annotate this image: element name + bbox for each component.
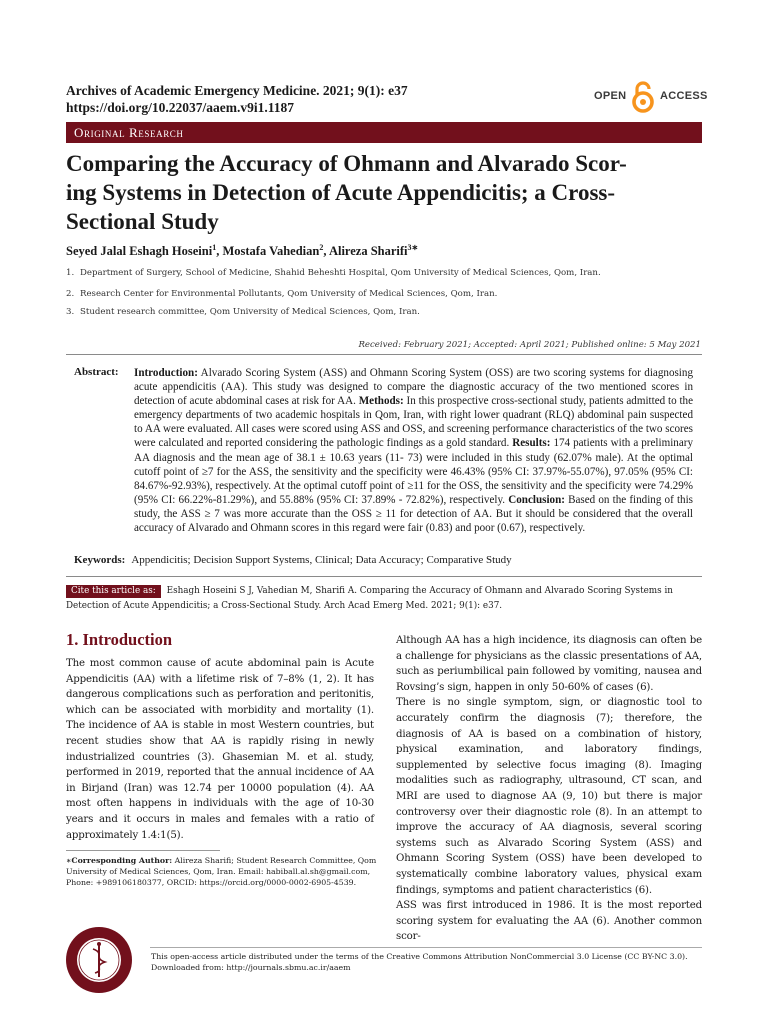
left-column: [66, 656, 374, 843]
received-dates: Received: February 2021; Accepted: April 2021; Published online: 5 May 2021: [358, 340, 701, 350]
footnote-divider: [66, 850, 220, 851]
abstract-body: [134, 366, 693, 535]
author-name: Mostafa Vahedian: [222, 244, 320, 259]
affiliation-number: 3.: [66, 307, 75, 317]
license-text: This open-access article distributed under the terms of the Creative Commons Attribution NonCommercial 3.0 License (CC BY-NC 3.0).: [151, 952, 688, 961]
abstract-heading: Introduction:: [134, 367, 198, 379]
title-line: Comparing the Accuracy of Ohmann and Alvarado Scor-: [66, 151, 627, 176]
affiliation: [66, 268, 601, 278]
article-title: [66, 149, 706, 236]
keywords-label: Keywords:: [74, 554, 126, 566]
journal-seal-logo: [64, 925, 134, 995]
section-heading-introduction: 1. Introduction: [66, 630, 173, 649]
right-column: [396, 633, 702, 945]
affiliation-number: 2.: [66, 289, 75, 299]
divider: [66, 354, 702, 355]
paragraph: There is no single symptom, sign, or diagnostic tool to accurately confirm the diagnosis (7); therefore, the diagnosis of AA is based on a combination of history, physical examination, and laboratory findings, supplemented by selective focus imaging (8). Imaging modalities such as radiography, ultrasound, CT scan, and MRI are used to diagnose AA (9, 10) but there is major controversy over their diagnostic role (8). In an attempt to improve the accuracy of AA diagnosis, several scoring systems such as Alvarado Scoring System (ASS) and Ohmann Scoring System (OSS) have been developed to systematically combine laboratory values, physical exam findings, symptoms and patient characteristics (6).: [396, 697, 702, 896]
open-label: OPEN: [594, 90, 627, 102]
divider: [66, 576, 702, 577]
affiliation: [66, 307, 420, 317]
abstract-text: Based on the finding of this study, the ASS ≥ 7 was more accurate than the OSS ≥ 11 for detection of AA. But it should be considered that the overall accuracy of Alvarado and Ohmann scores in this regard were fair (0.83) and poor (0.67), respectively.: [134, 493, 693, 535]
journal-header: [66, 82, 408, 116]
cite-this-article: [66, 584, 706, 613]
author-sup: 1: [212, 243, 217, 252]
abstract-heading: Conclusion:: [508, 493, 565, 506]
author-name: Seyed Jalal Eshagh Hoseini: [66, 244, 213, 259]
title-line: Sectional Study: [66, 209, 219, 234]
footer-divider: [150, 947, 702, 948]
access-label: ACCESS: [660, 90, 708, 102]
keywords-text: Appendicitis; Decision Support Systems, Clinical; Data Accuracy; Comparative Study: [131, 554, 512, 566]
footnote-text: Alireza Sharifi; Student Research Committee, Qom University of Medical Sciences, Qom, Iran. Email: habiball.al.sh@gmail.com, Phone: +989106180377, ORCID: https://orcid.org/0000-0002-6905-4539.: [66, 856, 377, 887]
section-label: Original Research: [74, 125, 184, 140]
author-list: Seyed Jalal Eshagh Hoseini$^1$, Mostafa Vahedian$^2$, Alireza Sharifi$^{3∗}$: [66, 243, 419, 259]
paragraph: ASS was first introduced in 1986. It is the most reported scoring system for evaluating the AA (6). Another common scor-: [396, 900, 702, 943]
doi-link[interactable]: https://doi.org/10.22037/aaem.v9i1.1187: [66, 100, 295, 115]
section-bar: [66, 122, 702, 143]
affiliation-text: Student research committee, Qom University of Medical Sciences, Qom, Iran.: [80, 307, 420, 317]
abstract-text: 174 patients with a preliminary AA diagnosis and the mean age of 38.1 ± 10.63 years (11- 73) were included in this study (62.07% male). At the optimal cutoff point of ≥7 for the ASS, the sensitivity and the specificity were 46.43% (95% CI: 37.97%-55.07%), 97.05% (95% CI: 84.67%-92.93%), respectively. At the optimal cutoff point of ≥11 for the OSS, the sensitivity and the specificity were 74.29% (95% CI: 66.22%-81.29%), and 55.88% (95% CI: 37.89% - 72.82%), respectively.: [134, 437, 693, 506]
cite-text: Eshagh Hoseini S J, Vahedian M, Sharifi A. Comparing the Accuracy of Ohmann and Alvarado Scoring Systems in Detection of Acute Appendicitis; a Cross-Sectional Study. Arch Acad Emerg Med. 2021; 9(1): e37.: [66, 586, 673, 611]
license-footer: [151, 951, 711, 973]
abstract-label: Abstract:: [74, 366, 119, 378]
cite-label: Cite this article as:: [66, 585, 161, 598]
open-lock-icon: [629, 81, 657, 113]
abstract-text: In this prospective cross-sectional study, patients admitted to the emergency departments of two academic hospitals in Qom, Iran, with right lower quadrant (RLQ) abdominal pain suspected to AA were evaluated. All cases were scored using ASS and OSS, and screening performance characteristics of the two scores were calculated and reported considering the pathologic findings as a gold standard.: [134, 395, 693, 450]
abstract-heading: Results:: [512, 437, 551, 450]
title-line: ing Systems in Detection of Acute Appendicitis; a Cross-: [66, 180, 616, 205]
author-name: Alireza Sharifi: [328, 244, 408, 259]
downloaded-from-link[interactable]: Downloaded from: http://journals.sbmu.ac.ir/aaem: [151, 963, 351, 972]
journal-citation: Archives of Academic Emergency Medicine. 2021; 9(1): e37: [66, 83, 408, 98]
paragraph: Although AA has a high incidence, its diagnosis can often be a challenge for physicians as the classic presentations of AA, such as periumbilical pain followed by vomiting, nausea and Rovsing’s sign, happen in only 50-60% of cases (6).: [396, 635, 702, 693]
affiliation: [66, 289, 497, 299]
paragraph: The most common cause of acute abdominal pain is Acute Appendicitis (AA) with a lifetime risk of 7–8% (1, 2). It has dangerous complications such as perforation and peritonitis, which can be associated with morbidity and mortality (1). The incidence of AA is stable in most Western countries, but recent studies show that AA is rapidly rising in newly industrialized countries (3). Ghasemian M. et al. study, performed in 2019, reported that the annual incidence of AA in Birjand (Iran) was 12.74 per 10000 population (4). AA most often happens in individuals with the age of 10-30 years and it occurs in males and females with a ratio of approximately 1.4:1(5).: [66, 658, 374, 841]
keywords: [74, 554, 512, 566]
open-access-badge: [594, 80, 708, 114]
author-sup: 3∗: [407, 243, 419, 252]
affiliation-number: 1.: [66, 268, 75, 278]
abstract-heading: Methods:: [358, 395, 404, 408]
affiliation-text: Department of Surgery, School of Medicine, Shahid Beheshti Hospital, Qom University of Medical Sciences, Qom, Iran.: [80, 268, 601, 278]
footnote-label: ∗Corresponding Author:: [66, 856, 173, 865]
author-sup: 2: [319, 243, 324, 252]
affiliation-text: Research Center for Environmental Pollutants, Qom University of Medical Sciences, Qom, Iran.: [80, 289, 498, 299]
corresponding-author-footnote: [66, 855, 386, 888]
abstract-text: Alvarado Scoring System (ASS) and Ohmann Scoring System (OSS) are two scoring systems for diagnosing acute appendicitis (AA). This study was designed to compare the diagnostic accuracy of the two mentioned scores in detection of acute abdominal cases at risk for AA.: [134, 367, 693, 408]
